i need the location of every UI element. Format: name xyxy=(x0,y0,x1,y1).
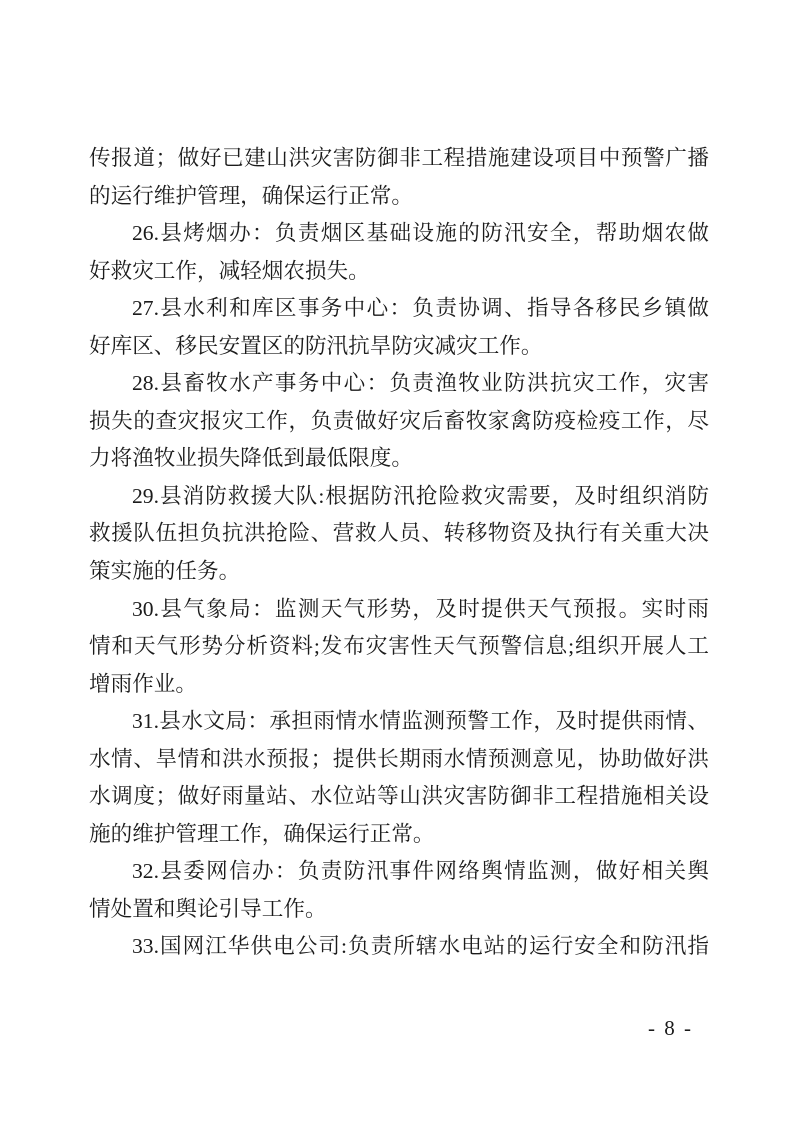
paragraph-item-27 xyxy=(89,290,709,365)
text-line: 29.县消防救援大队:根据防汛抢险救灾需要，及时组织消防 xyxy=(132,483,709,508)
text-line: 27.县水利和库区事务中心：负责协调、指导各移民乡镇做 xyxy=(132,296,709,321)
paragraph-continuation xyxy=(89,140,709,215)
paragraph-item-32 xyxy=(89,853,709,928)
document-body xyxy=(89,140,709,966)
text-line: 26.县烤烟办：负责烟区基础设施的防汛安全，帮助烟农做 xyxy=(132,221,709,246)
text-line: 情和天气形势分析资料;发布灾害性天气预警信息;组织开展人工 xyxy=(89,634,709,659)
text-line: 损失的查灾报灾工作，负责做好灾后畜牧家禽防疫检疫工作，尽 xyxy=(89,408,709,433)
text-line: 28.县畜牧水产事务中心：负责渔牧业防洪抗灾工作，灾害 xyxy=(132,371,709,396)
paragraph-item-30 xyxy=(89,591,709,704)
paragraph-item-28 xyxy=(89,365,709,478)
text-line: 30.县气象局：监测天气形势，及时提供天气预报。实时雨 xyxy=(132,596,709,621)
page-number: - 8 - xyxy=(648,1016,693,1040)
text-line: 33.国网江华供电公司:负责所辖水电站的运行安全和防汛指 xyxy=(132,934,709,959)
paragraph-item-33 xyxy=(89,928,709,966)
text-line: 增雨作业。 xyxy=(89,671,197,696)
text-line: 策实施的任务。 xyxy=(89,559,241,584)
text-line: 力将渔牧业损失降低到最低限度。 xyxy=(89,446,413,471)
text-line: 水调度；做好雨量站、水位站等山洪灾害防御非工程措施相关设 xyxy=(89,784,709,809)
text-line: 好救灾工作，减轻烟农损失。 xyxy=(89,258,370,283)
text-line: 施的维护管理工作，确保运行正常。 xyxy=(89,821,435,846)
text-line: 传报道；做好已建山洪灾害防御非工程措施建设项目中预警广播 xyxy=(89,146,709,170)
text-line: 水情、旱情和洪水预报；提供长期雨水情预测意见，协助做好洪 xyxy=(89,746,709,771)
text-line: 31.县水文局：承担雨情水情监测预警工作，及时提供雨情、 xyxy=(132,709,709,734)
text-line: 好库区、移民安置区的防汛抗旱防灾减灾工作。 xyxy=(89,333,543,358)
text-line: 情处置和舆论引导工作。 xyxy=(89,896,327,921)
text-line: 32.县委网信办：负责防汛事件网络舆情监测，做好相关舆 xyxy=(132,859,709,884)
text-line: 的运行维护管理，确保运行正常。 xyxy=(89,183,413,208)
paragraph-item-26 xyxy=(89,215,709,290)
text-line: 救援队伍担负抗洪抢险、营救人员、转移物资及执行有关重大决 xyxy=(89,521,709,546)
paragraph-item-29 xyxy=(89,478,709,591)
paragraph-item-31 xyxy=(89,703,709,853)
